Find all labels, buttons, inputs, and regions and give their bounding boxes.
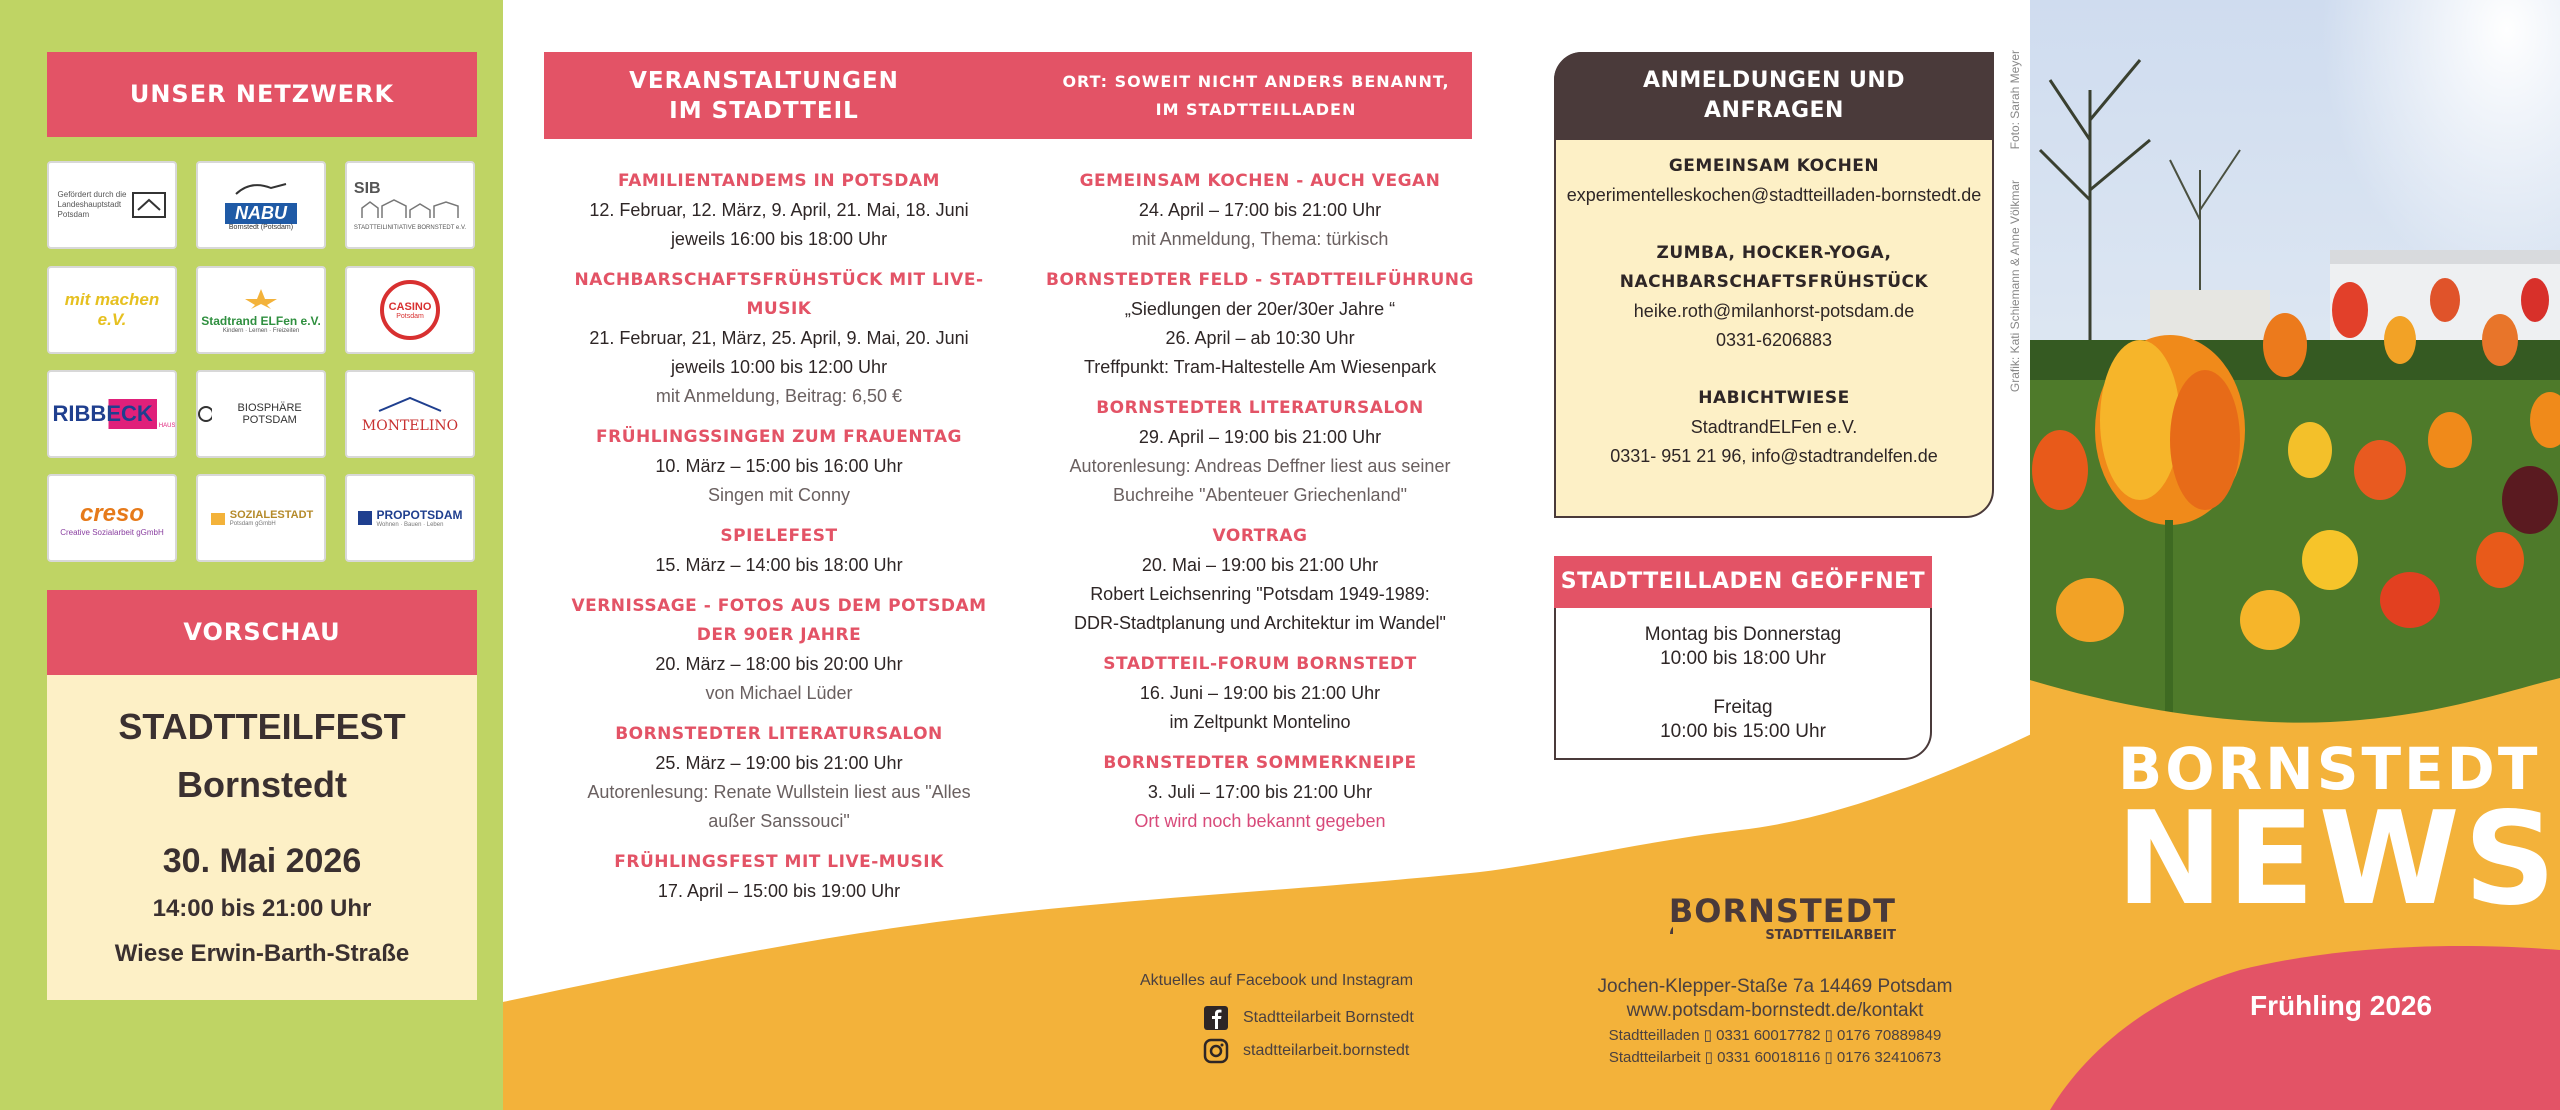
houses-icon: [360, 198, 460, 220]
habicht-title: HABICHTWIESE: [1698, 388, 1850, 408]
logo-ribbeck[interactable]: [47, 370, 177, 458]
logo-text: Potsdam: [57, 210, 90, 219]
opening-hours-1: 10:00 bis 18:00 Uhr: [1660, 648, 1826, 669]
cover-title-line-1: BORNSTEDT: [2118, 735, 2541, 803]
event-detail: 26. April – ab 10:30 Uhr: [1165, 328, 1355, 348]
event-item: [1040, 522, 1480, 638]
cooking-email[interactable]: experimentelleskochen@stadtteilladen-bornstedt.de: [1566, 185, 1982, 205]
graphic-credit-text: Grafik: Kati Schiemann & Anne Völkmar: [2008, 180, 2022, 393]
event-item: [1040, 749, 1480, 836]
square-logo-icon: [357, 510, 373, 526]
event-detail: Treffpunkt: Tram-Haltestelle Am Wiesenpark: [1083, 357, 1437, 377]
network-title: UNSER NETZWERK: [47, 52, 477, 137]
event-title: VERNISSAGE - FOTOS AUS DEM POTSDAM: [571, 596, 987, 616]
tent-icon: [375, 395, 445, 413]
logo-text: STADTTEILINITIATIVE BORNSTEDT e.V.: [353, 224, 467, 231]
preview-place: Bornstedt: [177, 764, 347, 805]
event-title-continued: DER 90ER JAHRE: [696, 625, 862, 645]
event-note: Autorenlesung: Andreas Deffner liest aus seiner: [1069, 456, 1451, 476]
event-detail: 25. März – 19:00 bis 21:00 Uhr: [655, 753, 903, 773]
events-list-left: [544, 167, 1014, 918]
event-note: außer Sanssouci": [708, 811, 850, 831]
logo-text: Potsdam gGmbH: [229, 521, 276, 527]
event-item: [544, 848, 1014, 906]
zumba-phone[interactable]: 0331-6206883: [1715, 330, 1833, 350]
event-title: BORNSTEDTER FELD - STADTTEILFÜHRUNG: [1046, 270, 1474, 290]
logo-propotsdam[interactable]: [345, 474, 475, 562]
event-note: Singen mit Conny: [707, 485, 851, 505]
logo-text: Gefördert durch die: [57, 190, 127, 199]
event-detail: jeweils 16:00 bis 18:00 Uhr: [670, 229, 888, 249]
logo-sub: STADTTEILARBEIT: [1765, 928, 1896, 943]
logo-text: Stadtrand ELFen e.V.: [201, 313, 321, 328]
preview-event: STADTTEILFEST: [118, 706, 406, 747]
facebook-icon: [1203, 1005, 1229, 1031]
event-detail: 12. Februar, 12. März, 9. April, 21. Mai, 18. Juni: [589, 200, 969, 220]
event-detail: 10. März – 15:00 bis 16:00 Uhr: [655, 456, 903, 476]
org-phone-row-2: Stadtteilarbeit ▯ 0331 60018116 ▯ 0176 32410673: [1608, 1049, 1942, 1066]
logo-text: Kindern · Lernen · Freizeiten: [222, 327, 300, 334]
logo-text: RIBBECK: [49, 399, 157, 429]
logo-text: SIB: [353, 179, 381, 197]
logo-text: Creative Sozialarbeit gGmbH: [60, 527, 164, 537]
logo-text: Landeshauptstadt: [57, 200, 122, 209]
event-item: [544, 423, 1014, 510]
potsdam-crest-icon: [132, 192, 166, 218]
contact-title: [1554, 52, 1994, 140]
event-detail: 16. Juni – 19:00 bis 21:00 Uhr: [1139, 683, 1381, 703]
event-detail: DDR-Stadtplanung und Architektur im Wandel": [1074, 613, 1446, 633]
events-title: [544, 66, 984, 126]
facebook-label: Stadtteilarbeit Bornstedt: [1243, 1009, 1414, 1026]
org-web[interactable]: www.potsdam-bornstedt.de/kontakt: [1626, 1000, 1924, 1021]
events-list-right: [1040, 167, 1480, 848]
event-title: FRÜHLINGSSINGEN ZUM FRAUENTAG: [596, 427, 962, 447]
zumba-email[interactable]: heike.roth@milanhorst-potsdam.de: [1633, 301, 1915, 321]
event-detail: im Zeltpunkt Montelino: [1169, 712, 1351, 732]
event-note: Autorenlesung: Renate Wullstein liest aus "Alles: [587, 782, 971, 802]
event-title: BORNSTEDTER LITERATURSALON: [1096, 398, 1424, 418]
tulip-photo-art: [2030, 0, 2560, 740]
event-detail: 20. Mai – 19:00 bis 21:00 Uhr: [1141, 555, 1379, 575]
logo-text: creso: [79, 499, 145, 527]
event-note: mit Anmeldung, Thema: türkisch: [1131, 229, 1389, 249]
event-note: mit Anmeldung, Beitrag: 6,50 €: [655, 386, 903, 406]
org-address: Jochen-Klepper-Staße 7a 14469 Potsdam: [1597, 976, 1953, 997]
event-item: [544, 592, 1014, 708]
instagram-label: stadtteilarbeit.bornstedt: [1243, 1042, 1410, 1059]
event-detail: 3. Juli – 17:00 bis 21:00 Uhr: [1147, 782, 1373, 802]
tulip-photo: [2030, 0, 2560, 740]
event-detail: Robert Leichsenring "Potsdam 1949-1989:: [1090, 584, 1430, 604]
event-detail: „Siedlungen der 20er/30er Jahre “: [1124, 299, 1396, 319]
event-item: [1040, 167, 1480, 254]
preview-location: Wiese Erwin-Barth-Straße: [114, 940, 410, 967]
logo-text: BIOSPHÄRE POTSDAM: [237, 402, 302, 426]
event-note: Buchreihe "Abenteuer Griechenland": [1113, 485, 1407, 505]
logo-text: mit machen e.V.: [64, 290, 160, 329]
social-heading: Aktuelles auf Facebook und Instagram: [1140, 972, 1414, 989]
instagram-icon: [1203, 1038, 1229, 1064]
event-title: STADTTEIL-FORUM BORNSTEDT: [1103, 654, 1417, 674]
logo-main: BORNSTEDT: [1668, 892, 1896, 930]
event-detail: 20. März – 18:00 bis 20:00 Uhr: [655, 654, 903, 674]
event-item: [1040, 266, 1480, 382]
event-detail: 21. Februar, 21, März, 25. April, 9. Mai, 20. Juni: [589, 328, 969, 348]
habicht-org: StadtrandELFen e.V.: [1690, 417, 1858, 437]
event-title: GEMEINSAM KOCHEN - AUCH VEGAN: [1079, 171, 1441, 191]
event-title: BORNSTEDTER LITERATURSALON: [615, 724, 943, 744]
preview-date: 30. Mai 2026: [162, 842, 362, 880]
logo-text: PROPOTSDAM: [376, 508, 463, 522]
contact-title-line-1: ANMELDUNGEN UND: [1642, 68, 1906, 93]
location-note-line-1: ORT: SOWEIT NICHT ANDERS BENANNT,: [1062, 72, 1450, 91]
event-detail: 24. April – 17:00 bis 21:00 Uhr: [1138, 200, 1382, 220]
event-detail: 15. März – 14:00 bis 18:00 Uhr: [655, 555, 903, 575]
logo-text: Bornstedt (Potsdam): [228, 223, 294, 231]
preview-time: 14:00 bis 21:00 Uhr: [152, 895, 372, 922]
cooking-title: GEMEINSAM KOCHEN: [1668, 156, 1880, 176]
event-title: BORNSTEDTER SOMMERKNEIPE: [1103, 753, 1417, 773]
logo-text: Wohnen · Bauen · Leben: [376, 522, 444, 528]
event-item: [1040, 650, 1480, 737]
logo-text: HAUS: [158, 423, 176, 429]
zumba-title-2: NACHBARSCHAFTSFRÜHSTÜCK: [1619, 272, 1929, 292]
event-note: Ort wird noch bekannt gegeben: [1134, 811, 1386, 831]
leaf-icon: [198, 406, 212, 422]
logo-text: NABU: [225, 203, 297, 224]
logo-sib[interactable]: [345, 161, 475, 249]
logo-text: MONTELINO: [361, 417, 459, 434]
logo-stadtrandelfen[interactable]: [196, 266, 326, 354]
photo-wave-mask: [2030, 640, 2560, 750]
opening-hours-2: 10:00 bis 15:00 Uhr: [1660, 721, 1826, 742]
bornstedt-logo: [1666, 888, 1896, 943]
event-item: [1040, 394, 1480, 510]
logo-text: Potsdam: [396, 312, 424, 320]
event-title: FRÜHLINGSFEST MIT LIVE-MUSIK: [614, 852, 944, 872]
facebook-link[interactable]: [1203, 1005, 1414, 1031]
graphic-credit: [2008, 180, 2032, 420]
logo-text: SOZIALESTADT: [229, 509, 314, 521]
event-detail: 29. April – 19:00 bis 21:00 Uhr: [1138, 427, 1382, 447]
event-detail: 17. April – 15:00 bis 19:00 Uhr: [657, 881, 901, 901]
zumba-title-1: ZUMBA, HOCKER-YOGA,: [1656, 243, 1892, 263]
photo-credit-text: Foto: Sarah Meyer: [2008, 50, 2022, 150]
habicht-contact[interactable]: 0331- 951 21 96, info@stadtrandelfen.de: [1610, 446, 1938, 466]
org-phone-row-1: Stadtteilladen ▯ 0331 60017782 ▯ 0176 70889849: [1608, 1027, 1942, 1044]
stork-icon: [231, 180, 291, 198]
logo-text: CASINO: [388, 300, 432, 313]
building-icon: [209, 509, 227, 527]
opening-days-1: Montag bis Donnerstag: [1644, 624, 1842, 645]
event-item: [544, 167, 1014, 254]
event-item: [544, 720, 1014, 836]
instagram-link[interactable]: [1203, 1038, 1409, 1064]
location-note-line-2: IM STADTTEILLADEN: [1155, 100, 1357, 119]
event-detail: jeweils 10:00 bis 12:00 Uhr: [670, 357, 888, 377]
opening-days-2: Freitag: [1713, 697, 1773, 718]
logo-casino[interactable]: [345, 266, 475, 354]
logo-nabu[interactable]: [196, 161, 326, 249]
logo-creso[interactable]: [47, 474, 177, 562]
photo-credit: [2008, 50, 2032, 160]
contact-title-line-2: ANFRAGEN: [1704, 98, 1844, 123]
event-title: VORTRAG: [1212, 526, 1308, 546]
logo-mit-machen[interactable]: [47, 266, 177, 354]
events-title-line-1: VERANSTALTUNGEN: [629, 68, 899, 94]
event-title: NACHBARSCHAFTSFRÜHSTÜCK MIT LIVE-MUSIK: [574, 270, 984, 319]
event-title: SPIELEFEST: [720, 526, 838, 546]
cover-title-line-2: NEWS: [2116, 785, 2560, 934]
season-label: Frühling 2026: [2250, 990, 2433, 1021]
logo-landeshauptstadt[interactable]: [47, 161, 177, 249]
contact-body: [1554, 152, 1994, 471]
events-title-line-2: IM STADTTEIL: [669, 98, 859, 124]
logo-biosphaere[interactable]: [196, 370, 326, 458]
logo-montelino[interactable]: [345, 370, 475, 458]
preview-title: VORSCHAU: [47, 590, 477, 675]
events-location-note: [1040, 68, 1472, 124]
event-item: [544, 522, 1014, 580]
logo-soziale-stadt[interactable]: [196, 474, 326, 562]
opening-title: STADTTEILLADEN GEÖFFNET: [1554, 556, 1932, 608]
event-item: [544, 266, 1014, 411]
star-icon: [241, 287, 281, 309]
event-note: von Michael Lüder: [705, 683, 853, 703]
event-title: FAMILIENTANDEMS IN POTSDAM: [618, 171, 940, 191]
